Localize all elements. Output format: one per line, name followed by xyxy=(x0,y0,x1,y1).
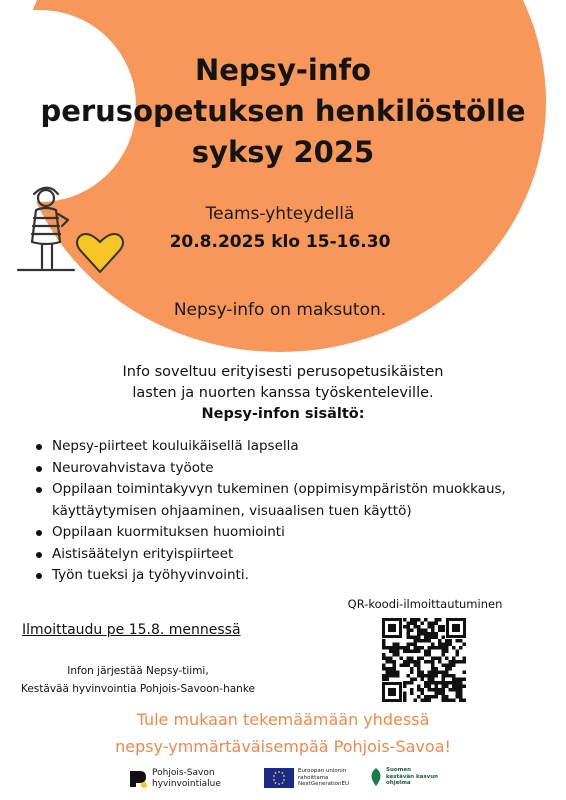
cta-line-1: Tule mukaan tekemäämään yhdessä xyxy=(136,710,430,729)
wellbeing-county-mark-icon xyxy=(128,769,148,789)
heart-icon xyxy=(77,234,123,272)
sustainable-growth-logo xyxy=(370,767,438,787)
wellbeing-county-line-2: hyvinvointialue xyxy=(152,779,221,789)
leaf-icon xyxy=(370,767,382,787)
eu-logo xyxy=(264,768,349,788)
title-line-3: syksy 2025 xyxy=(191,135,375,169)
organizer-text xyxy=(4,662,272,698)
eu-line-2: rahoittama xyxy=(298,774,329,781)
content-list xyxy=(36,436,556,587)
list-item: Oppilaan toimintakyvyn tukeminen (oppimisympäristön muokkaus, käyttäytymisen ohjaaminen, visuaalisen tuen käyttö) xyxy=(36,479,556,522)
sustainable-line-3: ohjelma xyxy=(386,780,411,787)
list-item: Nepsy-piirteet kouluikäisellä lapsella xyxy=(36,436,556,458)
page-title xyxy=(0,50,566,173)
organizer-line-1: Infon järjestää Nepsy-tiimi, xyxy=(67,665,209,677)
list-item: Työn tueksi ja työhyvinvointi. xyxy=(36,565,556,587)
list-item: Oppilaan kuormituksen huomiointi xyxy=(36,522,556,544)
logo-row xyxy=(0,764,566,794)
intro-text xyxy=(60,362,506,404)
registration-deadline[interactable]: Ilmoittaudu pe 15.8. mennessä xyxy=(22,622,241,638)
cta-line-2: nepsy-ymmärtäväisempää Pohjois-Savoa! xyxy=(115,737,451,756)
title-line-2: perusopetuksen henkilöstölle xyxy=(40,94,526,128)
event-datetime: 20.8.2025 klo 15-16.30 xyxy=(169,232,391,252)
title-line-1: Nepsy-info xyxy=(194,53,372,87)
wellbeing-county-line-1: Pohjois-Savon xyxy=(152,768,215,778)
qr-label: QR-koodi-ilmoittautuminen xyxy=(347,597,503,611)
sustainable-line-2: kestävän kasvun xyxy=(386,773,439,780)
wellbeing-county-logo xyxy=(128,768,221,790)
sustainable-line-1: Suomen xyxy=(386,767,412,774)
qr-code-icon[interactable] xyxy=(382,618,466,702)
content-heading: Nepsy-infon sisältö: xyxy=(201,406,365,422)
eu-line-1: Euroopan unionin xyxy=(298,768,347,775)
organizer-line-2: Kestävää hyvinvointia Pohjois-Savoon-hanke xyxy=(20,683,255,695)
call-to-action xyxy=(0,706,566,760)
eu-line-3: NextGenerationEU xyxy=(298,781,349,788)
list-item: Aistisäätelyn erityispiirteet xyxy=(36,544,556,566)
price-note: Nepsy-info on maksuton. xyxy=(173,300,387,320)
list-item: Neurovahvistava työote xyxy=(36,458,556,480)
eu-flag-icon xyxy=(264,768,294,788)
intro-line-2: lasten ja nuorten kanssa työskenteleville. xyxy=(132,385,434,401)
event-format: Teams-yhteydellä xyxy=(205,204,355,224)
person-with-heart-icon xyxy=(14,180,124,280)
intro-line-1: Info soveltuu erityisesti perusopetusikäisten xyxy=(122,364,444,380)
